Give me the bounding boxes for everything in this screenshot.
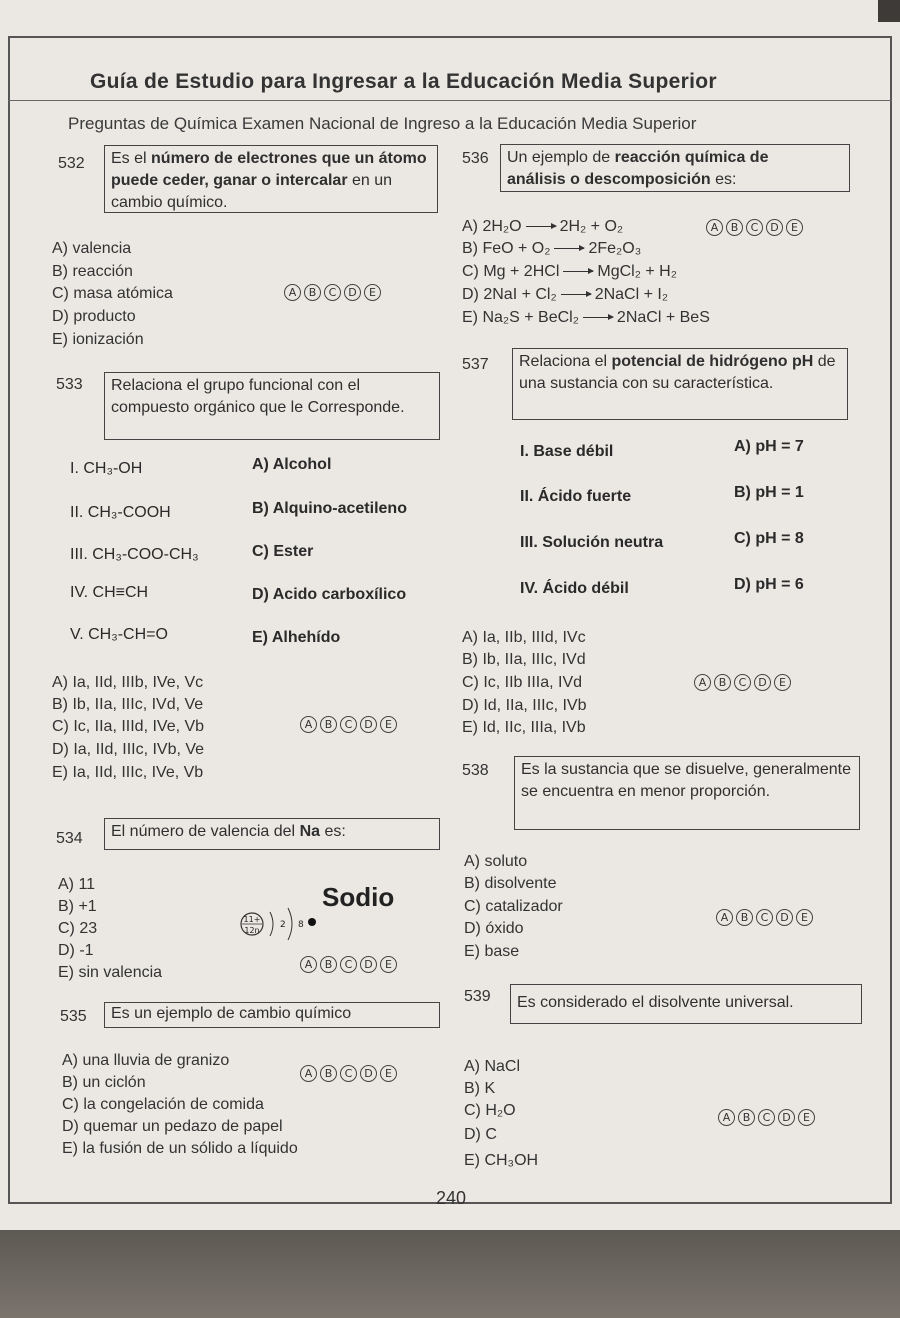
corner-tab bbox=[878, 0, 900, 22]
equation-option: E) Na₂S + BeCl₂ 2NaCl + BeS bbox=[462, 309, 710, 326]
option: A) valencia bbox=[52, 240, 132, 257]
valence-electron bbox=[308, 918, 316, 926]
option: E) CH₃OH bbox=[464, 1152, 539, 1169]
shell-1-count: 2 bbox=[280, 920, 286, 930]
bubble-b[interactable]: B bbox=[738, 1109, 755, 1126]
reaction-arrow bbox=[563, 271, 593, 272]
option: B) K bbox=[464, 1080, 496, 1097]
question-number: 534 bbox=[56, 830, 83, 847]
shell-2 bbox=[288, 908, 292, 940]
question-stem: Relaciona el potencial de hidrógeno pH de una sustancia con su característica. bbox=[512, 348, 848, 420]
bubble-d[interactable]: D bbox=[360, 716, 377, 733]
bubble-a[interactable]: A bbox=[718, 1109, 735, 1126]
match-right-item: C) pH = 8 bbox=[734, 530, 804, 547]
bubble-b[interactable]: B bbox=[726, 219, 743, 236]
option: D) Id, IIa, IIIc, IVb bbox=[462, 697, 587, 714]
question-number: 536 bbox=[462, 150, 489, 167]
question-number: 537 bbox=[462, 356, 489, 373]
background-surface bbox=[0, 1230, 900, 1318]
bubble-e[interactable]: E bbox=[774, 674, 791, 691]
diagram-label: Sodio bbox=[322, 882, 395, 912]
bubble-b[interactable]: B bbox=[714, 674, 731, 691]
question-number: 538 bbox=[462, 762, 489, 779]
answer-bubbles bbox=[694, 674, 791, 691]
option: E) la fusión de un sólido a líquido bbox=[62, 1140, 298, 1157]
bubble-e[interactable]: E bbox=[786, 219, 803, 236]
bubble-b[interactable]: B bbox=[320, 1065, 337, 1082]
match-left-item: I. Base débil bbox=[520, 443, 614, 460]
match-left-item: II. Ácido fuerte bbox=[520, 488, 632, 505]
bubble-d[interactable]: D bbox=[360, 1065, 377, 1082]
nucleus-neutrons: 12n bbox=[244, 926, 260, 935]
bubble-a[interactable]: A bbox=[300, 956, 317, 973]
equation-option: A) 2H₂O 2H₂ + O₂ bbox=[462, 218, 624, 235]
answer-bubbles bbox=[300, 716, 397, 733]
option: C) Ic, IIa, IIId, IVe, Vb bbox=[52, 718, 205, 735]
bubble-c[interactable]: C bbox=[756, 909, 773, 926]
match-right-item: B) pH = 1 bbox=[734, 484, 804, 501]
bubble-d[interactable]: D bbox=[360, 956, 377, 973]
equation-option: D) 2NaI + Cl₂ 2NaCl + I₂ bbox=[462, 286, 669, 303]
option: E) Ia, IId, IIIc, IVe, Vb bbox=[52, 764, 204, 781]
question-number: 532 bbox=[58, 155, 85, 172]
option: D) óxido bbox=[464, 920, 524, 937]
equation-option: C) Mg + 2HCl MgCl₂ + H₂ bbox=[462, 263, 677, 280]
bubble-d[interactable]: D bbox=[776, 909, 793, 926]
question-stem: Un ejemplo de reacción química de análisis o descomposición es: bbox=[500, 144, 850, 192]
answer-bubbles bbox=[718, 1109, 815, 1126]
option: D) producto bbox=[52, 308, 136, 325]
section-subtitle: Preguntas de Química Examen Nacional de Ingreso a la Educación Media Superior bbox=[68, 114, 697, 133]
bubble-a[interactable]: A bbox=[716, 909, 733, 926]
bubble-b[interactable]: B bbox=[736, 909, 753, 926]
bubble-c[interactable]: C bbox=[340, 1065, 357, 1082]
bubble-d[interactable]: D bbox=[766, 219, 783, 236]
question-stem: El número de valencia del Na es: bbox=[104, 818, 440, 850]
bubble-c[interactable]: C bbox=[758, 1109, 775, 1126]
bubble-a[interactable]: A bbox=[300, 1065, 317, 1082]
option: B) Ib, IIa, IIIc, IVd bbox=[462, 651, 586, 668]
option: B) un ciclón bbox=[62, 1074, 146, 1091]
bubble-c[interactable]: C bbox=[340, 716, 357, 733]
option: E) sin valencia bbox=[58, 964, 163, 981]
match-right-item: B) Alquino-acetileno bbox=[252, 500, 407, 517]
match-left-item: IV. CH≡CH bbox=[70, 584, 149, 601]
option: A) 11 bbox=[58, 876, 96, 893]
option: E) base bbox=[464, 943, 520, 960]
option: C) 23 bbox=[58, 920, 98, 937]
match-right-item: A) pH = 7 bbox=[734, 438, 804, 455]
match-left-item: V. CH₃-CH=O bbox=[70, 626, 168, 643]
bubble-a[interactable]: A bbox=[284, 284, 301, 301]
question-stem: Relaciona el grupo funcional con el compuesto orgánico que le Corresponde. bbox=[104, 372, 440, 440]
match-left-item: III. Solución neutra bbox=[520, 534, 664, 551]
bubble-e[interactable]: E bbox=[380, 956, 397, 973]
question-number: 539 bbox=[464, 988, 491, 1005]
bubble-e[interactable]: E bbox=[380, 1065, 397, 1082]
option: A) una lluvia de granizo bbox=[62, 1052, 230, 1069]
bubble-a[interactable]: A bbox=[300, 716, 317, 733]
match-left-item: IV. Ácido débil bbox=[520, 580, 629, 597]
answer-bubbles bbox=[300, 956, 397, 973]
answer-bubbles bbox=[284, 284, 381, 301]
question-stem: Es un ejemplo de cambio químico bbox=[104, 1002, 440, 1028]
equation-option: B) FeO + O₂ 2Fe₂O₃ bbox=[462, 240, 642, 257]
option: E) ionización bbox=[52, 331, 144, 348]
bubble-b[interactable]: B bbox=[320, 956, 337, 973]
answer-bubbles bbox=[300, 1065, 397, 1082]
match-right-item: A) Alcohol bbox=[252, 456, 332, 473]
bubble-d[interactable]: D bbox=[778, 1109, 795, 1126]
bubble-b[interactable]: B bbox=[320, 716, 337, 733]
reaction-arrow bbox=[554, 248, 584, 249]
reaction-arrow bbox=[561, 294, 591, 295]
match-left-item: I. CH₃-OH bbox=[70, 460, 143, 477]
reaction-arrow bbox=[526, 226, 556, 227]
option: B) reacción bbox=[52, 263, 133, 280]
nucleus-protons: 11+ bbox=[243, 915, 261, 924]
bubble-e[interactable]: E bbox=[364, 284, 381, 301]
bubble-d[interactable]: D bbox=[344, 284, 361, 301]
option: C) la congelación de comida bbox=[62, 1096, 264, 1113]
option: A) NaCl bbox=[464, 1058, 521, 1075]
bubble-a[interactable]: A bbox=[706, 219, 723, 236]
bubble-c[interactable]: C bbox=[340, 956, 357, 973]
option: E) Id, IIc, IIIa, IVb bbox=[462, 719, 586, 736]
option: B) +1 bbox=[58, 898, 97, 915]
answer-bubbles bbox=[706, 219, 803, 236]
shell-1 bbox=[270, 912, 273, 936]
page-number: 240 bbox=[436, 1188, 467, 1208]
match-left-item: II. CH₃-COOH bbox=[70, 504, 171, 521]
bubble-b[interactable]: B bbox=[304, 284, 321, 301]
bubble-d[interactable]: D bbox=[754, 674, 771, 691]
match-right-item: E) Alhehído bbox=[252, 629, 341, 646]
question-stem: Es el número de electrones que un átomo puede ceder, ganar o intercalar en un cambio químico. bbox=[104, 145, 438, 213]
bubble-e[interactable]: E bbox=[798, 1109, 815, 1126]
bubble-c[interactable]: C bbox=[734, 674, 751, 691]
title-rule bbox=[8, 100, 892, 101]
match-right-item: D) pH = 6 bbox=[734, 576, 804, 593]
option: D) quemar un pedazo de papel bbox=[62, 1118, 283, 1135]
option: D) Ia, IId, IIIc, IVb, Ve bbox=[52, 741, 205, 758]
bubble-a[interactable]: A bbox=[694, 674, 711, 691]
reaction-arrow bbox=[583, 317, 613, 318]
match-right-item: D) Acido carboxílico bbox=[252, 586, 407, 603]
option: A) Ia, IId, IIIb, IVe, Vc bbox=[52, 674, 204, 691]
option: C) H₂O bbox=[464, 1102, 516, 1119]
option: A) soluto bbox=[464, 853, 528, 870]
option: C) Ic, IIb IIIa, IVd bbox=[462, 674, 583, 691]
question-stem: Es la sustancia que se disuelve, generalmente se encuentra en menor proporción. bbox=[514, 756, 860, 830]
bubble-e[interactable]: E bbox=[380, 716, 397, 733]
bubble-c[interactable]: C bbox=[746, 219, 763, 236]
match-right-item: C) Ester bbox=[252, 543, 314, 560]
bubble-c[interactable]: C bbox=[324, 284, 341, 301]
option: B) Ib, IIa, IIIc, IVd, Ve bbox=[52, 696, 204, 713]
option: B) disolvente bbox=[464, 875, 557, 892]
option: C) catalizador bbox=[464, 898, 563, 915]
option: C) masa atómica bbox=[52, 285, 173, 302]
page-title: Guía de Estudio para Ingresar a la Educación Media Superior bbox=[90, 70, 717, 93]
bubble-e[interactable]: E bbox=[796, 909, 813, 926]
question-number: 535 bbox=[60, 1008, 87, 1025]
option: D) C bbox=[464, 1126, 497, 1143]
shell-2-count: 8 bbox=[298, 920, 304, 930]
atom-diagram bbox=[236, 902, 326, 952]
option: A) Ia, IIb, IIId, IVc bbox=[462, 629, 586, 646]
match-left-item: III. CH₃-COO-CH₃ bbox=[70, 546, 199, 563]
question-stem: Es considerado el disolvente universal. bbox=[510, 984, 862, 1024]
option: D) -1 bbox=[58, 942, 94, 959]
question-number: 533 bbox=[56, 376, 83, 393]
answer-bubbles bbox=[716, 909, 813, 926]
